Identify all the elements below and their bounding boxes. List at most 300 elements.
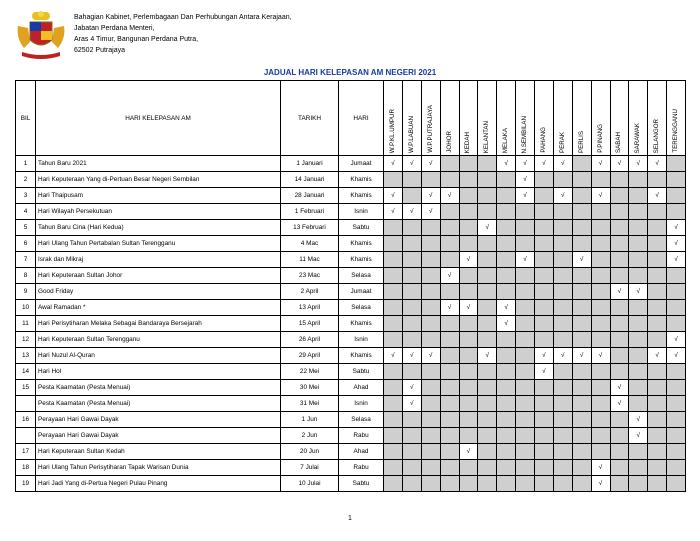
empty-cell [497, 460, 516, 476]
table-row [16, 380, 686, 396]
empty-cell [384, 300, 403, 316]
empty-cell [497, 476, 516, 492]
empty-cell [478, 268, 497, 284]
empty-cell [629, 364, 648, 380]
holiday-date: 30 Mei [281, 380, 339, 396]
empty-cell [478, 156, 497, 172]
empty-cell [497, 364, 516, 380]
holiday-day: Khamis [339, 236, 384, 252]
state-label: PERLIS [577, 130, 585, 153]
empty-cell [384, 396, 403, 412]
col-header-state [402, 81, 421, 156]
empty-cell [516, 332, 535, 348]
empty-cell [384, 460, 403, 476]
col-header-state [629, 81, 648, 156]
col-header-state [421, 81, 440, 156]
empty-cell [553, 332, 572, 348]
empty-cell [629, 252, 648, 268]
table-row [16, 156, 686, 172]
empty-cell [591, 220, 610, 236]
row-number [16, 396, 36, 412]
empty-cell [402, 332, 421, 348]
empty-cell [402, 268, 421, 284]
empty-cell [440, 172, 459, 188]
empty-cell [384, 428, 403, 444]
col-header-day: HARI [339, 81, 384, 156]
empty-cell [459, 428, 478, 444]
empty-cell [384, 268, 403, 284]
check-mark-icon: √ [516, 156, 535, 172]
holiday-day: Isnin [339, 332, 384, 348]
empty-cell [459, 172, 478, 188]
check-mark-icon: √ [535, 156, 554, 172]
empty-cell [591, 364, 610, 380]
row-number: 1 [16, 156, 36, 172]
check-mark-icon: √ [667, 236, 686, 252]
empty-cell [572, 284, 591, 300]
holiday-day: Khamis [339, 172, 384, 188]
empty-cell [440, 412, 459, 428]
empty-cell [384, 332, 403, 348]
empty-cell [535, 172, 554, 188]
empty-cell [516, 204, 535, 220]
empty-cell [667, 284, 686, 300]
col-header-holiday: HARI KELEPASAN AM [36, 81, 281, 156]
empty-cell [591, 172, 610, 188]
empty-cell [478, 284, 497, 300]
holiday-date: 10 Julai [281, 476, 339, 492]
holiday-name: Hari Ulang Tahun Pertabalan Sultan Terengganu [36, 236, 281, 252]
holiday-day: Isnin [339, 396, 384, 412]
col-header-state [648, 81, 667, 156]
empty-cell [610, 412, 629, 428]
empty-cell [591, 428, 610, 444]
empty-cell [648, 172, 667, 188]
empty-cell [648, 252, 667, 268]
empty-cell [591, 284, 610, 300]
check-mark-icon: √ [421, 204, 440, 220]
header-row [16, 81, 686, 156]
row-number: 13 [16, 348, 36, 364]
holiday-date: 4 Mac [281, 236, 339, 252]
empty-cell [497, 172, 516, 188]
holiday-day: Sabtu [339, 220, 384, 236]
state-label: SARAWAK [634, 122, 642, 153]
empty-cell [516, 380, 535, 396]
table-row [16, 188, 686, 204]
empty-cell [591, 332, 610, 348]
empty-cell [629, 460, 648, 476]
empty-cell [572, 172, 591, 188]
empty-cell [648, 204, 667, 220]
coat-of-arms-icon [12, 8, 70, 62]
table-row [16, 444, 686, 460]
empty-cell [572, 444, 591, 460]
empty-cell [402, 252, 421, 268]
letterhead-line: Jabatan Perdana Menteri, [74, 25, 155, 32]
check-mark-icon: √ [402, 380, 421, 396]
check-mark-icon: √ [402, 204, 421, 220]
empty-cell [440, 460, 459, 476]
row-number: 8 [16, 268, 36, 284]
holiday-date: 7 Julai [281, 460, 339, 476]
empty-cell [497, 204, 516, 220]
holiday-date: 13 April [281, 300, 339, 316]
row-number: 4 [16, 204, 36, 220]
check-mark-icon: √ [384, 156, 403, 172]
empty-cell [591, 316, 610, 332]
table-row [16, 172, 686, 188]
empty-cell [553, 220, 572, 236]
empty-cell [648, 412, 667, 428]
empty-cell [629, 236, 648, 252]
holiday-date: 13 Februari [281, 220, 339, 236]
holiday-date: 15 April [281, 316, 339, 332]
holiday-name: Hari Jadi Yang di-Pertua Negeri Pulau Pinang [36, 476, 281, 492]
holiday-date: 2 April [281, 284, 339, 300]
row-number: 7 [16, 252, 36, 268]
empty-cell [478, 172, 497, 188]
empty-cell [667, 300, 686, 316]
empty-cell [516, 412, 535, 428]
table-row [16, 412, 686, 428]
row-number: 16 [16, 412, 36, 428]
holiday-name: Hari Keputeraan Sultan Kedah [36, 444, 281, 460]
empty-cell [421, 300, 440, 316]
empty-cell [572, 396, 591, 412]
empty-cell [421, 284, 440, 300]
table-row [16, 364, 686, 380]
table-row [16, 460, 686, 476]
state-label: KEDAH [464, 131, 472, 153]
empty-cell [478, 412, 497, 428]
empty-cell [440, 236, 459, 252]
empty-cell [421, 444, 440, 460]
empty-cell [478, 252, 497, 268]
empty-cell [478, 332, 497, 348]
empty-cell [421, 316, 440, 332]
empty-cell [421, 220, 440, 236]
empty-cell [402, 316, 421, 332]
empty-cell [459, 348, 478, 364]
empty-cell [535, 268, 554, 284]
empty-cell [572, 412, 591, 428]
empty-cell [610, 460, 629, 476]
check-mark-icon: √ [610, 156, 629, 172]
holiday-date: 1 Februari [281, 204, 339, 220]
empty-cell [459, 188, 478, 204]
empty-cell [610, 316, 629, 332]
holiday-name: Hari Keputeraan Sultan Terengganu [36, 332, 281, 348]
empty-cell [648, 220, 667, 236]
empty-cell [459, 220, 478, 236]
empty-cell [629, 220, 648, 236]
state-label: N.SEMBILAN [521, 115, 529, 153]
table-row [16, 300, 686, 316]
empty-cell [667, 364, 686, 380]
empty-cell [667, 172, 686, 188]
holiday-day: Khamis [339, 188, 384, 204]
empty-cell [421, 172, 440, 188]
empty-cell [440, 316, 459, 332]
holiday-day: Rabu [339, 428, 384, 444]
empty-cell [478, 396, 497, 412]
empty-cell [516, 444, 535, 460]
check-mark-icon: √ [591, 460, 610, 476]
empty-cell [591, 236, 610, 252]
holiday-date: 22 Mei [281, 364, 339, 380]
state-label: TERENGGANU [672, 109, 680, 153]
empty-cell [629, 332, 648, 348]
empty-cell [591, 412, 610, 428]
state-label: PAHANG [539, 127, 547, 153]
state-label: JOHOR [445, 131, 453, 153]
empty-cell [384, 284, 403, 300]
empty-cell [497, 348, 516, 364]
state-label: SELANGOR [653, 118, 661, 153]
state-label: SABAH [615, 132, 623, 153]
empty-cell [440, 252, 459, 268]
check-mark-icon: √ [648, 156, 667, 172]
holiday-name: Pesta Kaamatan (Pesta Menuai) [36, 380, 281, 396]
row-number: 14 [16, 364, 36, 380]
empty-cell [667, 460, 686, 476]
empty-cell [421, 364, 440, 380]
empty-cell [440, 444, 459, 460]
check-mark-icon: √ [591, 476, 610, 492]
col-header-state [667, 81, 686, 156]
check-mark-icon: √ [610, 380, 629, 396]
row-number: 12 [16, 332, 36, 348]
row-number: 19 [16, 476, 36, 492]
empty-cell [610, 300, 629, 316]
holiday-name: Perayaan Hari Gawai Dayak [36, 412, 281, 428]
empty-cell [535, 444, 554, 460]
empty-cell [591, 396, 610, 412]
empty-cell [648, 284, 667, 300]
check-mark-icon: √ [535, 364, 554, 380]
table-row [16, 476, 686, 492]
empty-cell [610, 236, 629, 252]
empty-cell [440, 396, 459, 412]
empty-cell [516, 476, 535, 492]
empty-cell [553, 268, 572, 284]
state-label: MELAKA [502, 127, 510, 153]
empty-cell [591, 252, 610, 268]
empty-cell [478, 236, 497, 252]
holiday-name: Tahun Baru Cina (Hari Kedua) [36, 220, 281, 236]
empty-cell [572, 220, 591, 236]
empty-cell [610, 428, 629, 444]
empty-cell [535, 412, 554, 428]
check-mark-icon: √ [610, 396, 629, 412]
check-mark-icon: √ [497, 156, 516, 172]
empty-cell [667, 428, 686, 444]
empty-cell [629, 396, 648, 412]
check-mark-icon: √ [591, 348, 610, 364]
check-mark-icon: √ [553, 156, 572, 172]
col-header-state [610, 81, 629, 156]
empty-cell [535, 316, 554, 332]
empty-cell [667, 316, 686, 332]
empty-cell [402, 364, 421, 380]
empty-cell [610, 268, 629, 284]
row-number: 2 [16, 172, 36, 188]
empty-cell [402, 300, 421, 316]
holiday-day: Sabtu [339, 364, 384, 380]
holiday-date: 29 April [281, 348, 339, 364]
empty-cell [440, 284, 459, 300]
empty-cell [553, 252, 572, 268]
state-label: PERAK [558, 132, 566, 153]
empty-cell [440, 348, 459, 364]
check-mark-icon: √ [384, 204, 403, 220]
check-mark-icon: √ [459, 252, 478, 268]
empty-cell [402, 236, 421, 252]
empty-cell [572, 268, 591, 284]
state-label: W.P.KL.UMPUR [388, 108, 396, 153]
empty-cell [459, 364, 478, 380]
check-mark-icon: √ [553, 188, 572, 204]
row-number: 9 [16, 284, 36, 300]
empty-cell [478, 316, 497, 332]
empty-cell [572, 188, 591, 204]
empty-cell [667, 476, 686, 492]
empty-cell [478, 428, 497, 444]
check-mark-icon: √ [591, 188, 610, 204]
empty-cell [459, 380, 478, 396]
empty-cell [459, 396, 478, 412]
empty-cell [535, 204, 554, 220]
holiday-date: 2 Jun [281, 428, 339, 444]
holiday-day: Jumaat [339, 284, 384, 300]
empty-cell [648, 428, 667, 444]
row-number: 6 [16, 236, 36, 252]
holiday-day: Jumaat [339, 156, 384, 172]
empty-cell [516, 364, 535, 380]
empty-cell [629, 204, 648, 220]
empty-cell [553, 300, 572, 316]
empty-cell [553, 396, 572, 412]
empty-cell [553, 204, 572, 220]
empty-cell [402, 428, 421, 444]
empty-cell [459, 204, 478, 220]
check-mark-icon: √ [667, 332, 686, 348]
empty-cell [421, 428, 440, 444]
empty-cell [440, 156, 459, 172]
empty-cell [478, 300, 497, 316]
empty-cell [629, 348, 648, 364]
check-mark-icon: √ [610, 284, 629, 300]
empty-cell [535, 396, 554, 412]
empty-cell [421, 396, 440, 412]
empty-cell [610, 476, 629, 492]
holiday-name: Pesta Kaamatan (Pesta Menuai) [36, 396, 281, 412]
holiday-date: 1 Jun [281, 412, 339, 428]
check-mark-icon: √ [516, 252, 535, 268]
empty-cell [516, 284, 535, 300]
empty-cell [572, 380, 591, 396]
check-mark-icon: √ [629, 156, 648, 172]
empty-cell [572, 460, 591, 476]
check-mark-icon: √ [516, 172, 535, 188]
empty-cell [497, 396, 516, 412]
empty-cell [497, 412, 516, 428]
check-mark-icon: √ [440, 300, 459, 316]
row-number [16, 428, 36, 444]
table-row [16, 268, 686, 284]
col-header-state [516, 81, 535, 156]
empty-cell [572, 236, 591, 252]
check-mark-icon: √ [384, 348, 403, 364]
holiday-name: Hari Perisytiharan Melaka Sebagai Bandaraya Bersejarah [36, 316, 281, 332]
empty-cell [553, 444, 572, 460]
empty-cell [610, 364, 629, 380]
empty-cell [610, 252, 629, 268]
empty-cell [535, 284, 554, 300]
empty-cell [497, 252, 516, 268]
holiday-day: Khamis [339, 348, 384, 364]
check-mark-icon: √ [459, 444, 478, 460]
empty-cell [459, 316, 478, 332]
check-mark-icon: √ [497, 316, 516, 332]
col-header-bil: BIL [16, 81, 36, 156]
empty-cell [535, 188, 554, 204]
empty-cell [402, 284, 421, 300]
empty-cell [516, 316, 535, 332]
check-mark-icon: √ [629, 284, 648, 300]
table-row [16, 348, 686, 364]
empty-cell [535, 476, 554, 492]
empty-cell [402, 172, 421, 188]
empty-cell [440, 476, 459, 492]
state-label: W.P.PUTRAJAYA [426, 105, 434, 153]
holiday-name: Good Friday [36, 284, 281, 300]
col-header-state [384, 81, 403, 156]
empty-cell [648, 396, 667, 412]
empty-cell [572, 300, 591, 316]
empty-cell [572, 156, 591, 172]
empty-cell [535, 252, 554, 268]
empty-cell [516, 300, 535, 316]
empty-cell [648, 460, 667, 476]
empty-cell [459, 460, 478, 476]
empty-cell [648, 380, 667, 396]
holiday-day: Isnin [339, 204, 384, 220]
empty-cell [572, 316, 591, 332]
empty-cell [421, 332, 440, 348]
state-label: P.PINANG [596, 124, 604, 153]
holiday-day: Sabtu [339, 476, 384, 492]
check-mark-icon: √ [591, 156, 610, 172]
holiday-table [15, 80, 686, 492]
table-row [16, 396, 686, 412]
empty-cell [553, 412, 572, 428]
holiday-date: 28 Januari [281, 188, 339, 204]
holiday-date: 1 Januari [281, 156, 339, 172]
check-mark-icon: √ [421, 188, 440, 204]
empty-cell [440, 204, 459, 220]
empty-cell [478, 188, 497, 204]
empty-cell [629, 300, 648, 316]
table-row [16, 332, 686, 348]
holiday-name: Tahun Baru 2021 [36, 156, 281, 172]
empty-cell [478, 204, 497, 220]
empty-cell [459, 156, 478, 172]
holiday-date: 20 Jun [281, 444, 339, 460]
empty-cell [610, 172, 629, 188]
check-mark-icon: √ [629, 428, 648, 444]
